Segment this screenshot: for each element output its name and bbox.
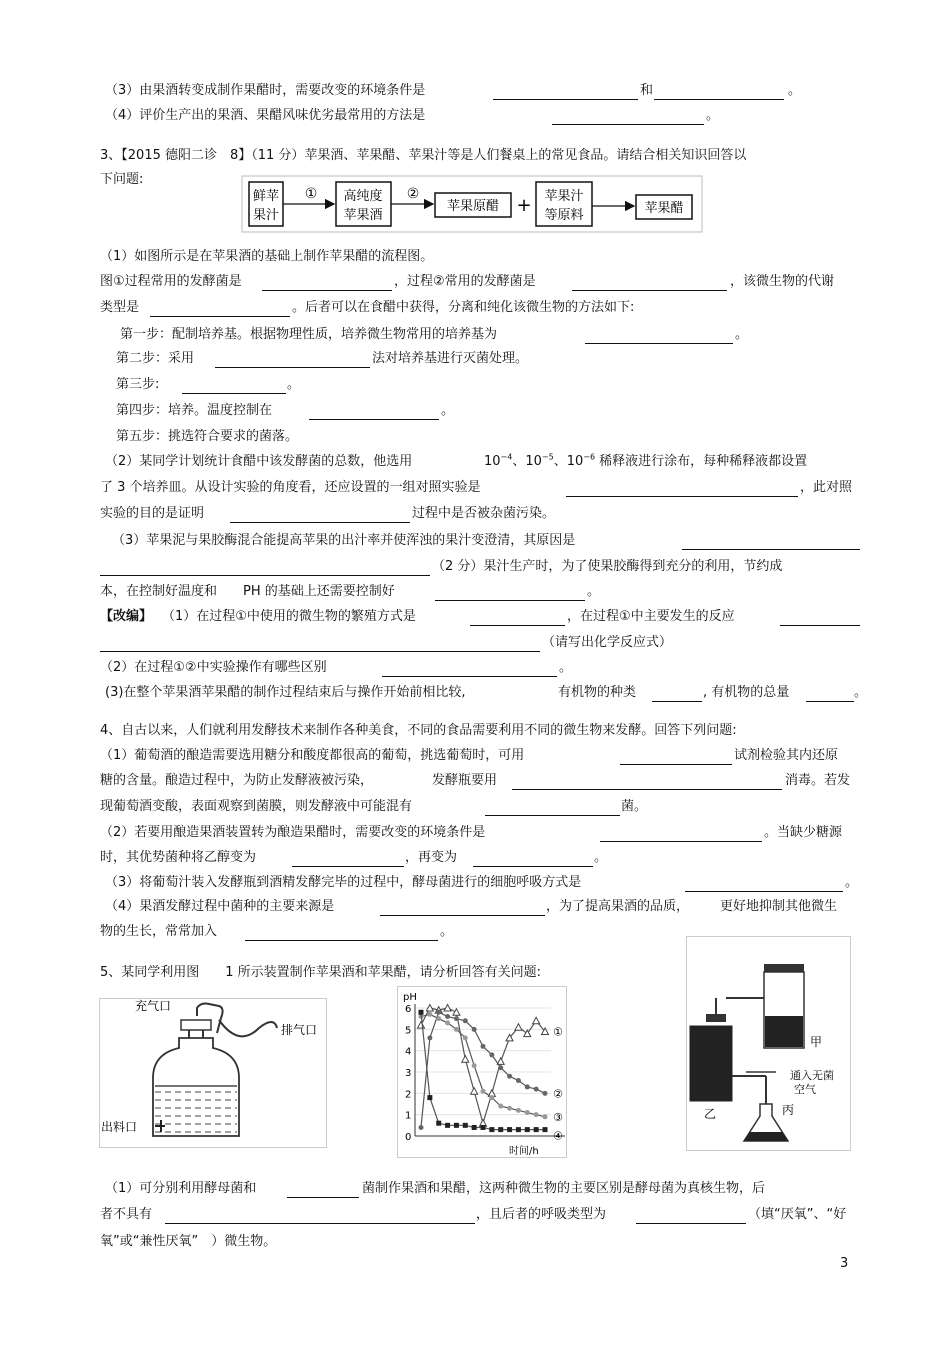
y-tick-label: 5 [405, 1025, 412, 1037]
data-point [463, 1035, 468, 1040]
answer-blank[interactable] [230, 522, 410, 523]
y-axis-label: pH [403, 992, 417, 1003]
q3-text: 过程中是否被杂菌污染。 [412, 506, 556, 521]
air-label: 通入无菌 [790, 1069, 834, 1082]
answer-blank[interactable] [292, 866, 404, 867]
flow-text: 苹果醋 [644, 201, 684, 216]
q3-text: ，过程②常用的发酵菌是 [394, 274, 536, 289]
q3-text: （2 分）果汁生产时，为了使果胶酶得到充分的利用，节约成 [432, 559, 783, 574]
q4-text: 菌。 [621, 799, 648, 814]
flow-plus: + [516, 195, 532, 216]
q4-text: 时，其优势菌种将乙醇变为 [100, 850, 257, 865]
period: 。 [287, 377, 301, 392]
answer-blank[interactable] [215, 367, 370, 368]
answer-blank[interactable] [435, 600, 585, 601]
data-point [489, 1095, 494, 1100]
x-axis-label: 时间/h [509, 1146, 539, 1157]
data-point [472, 1027, 477, 1032]
data-point [481, 1089, 486, 1094]
answer-blank[interactable] [100, 575, 430, 576]
q3-text: ，该微生物的代谢 [730, 274, 835, 289]
step-3: 第三步: [116, 377, 160, 392]
answer-blank[interactable] [512, 789, 782, 790]
q4-text: （1）葡萄酒的酿造需要选用糖分和酸度都很高的葡萄，挑选葡萄时，可用 [100, 748, 525, 763]
adapted-q2: （2）在过程①②中实验操作有哪些区别 [100, 660, 327, 675]
period: 。 [845, 875, 859, 890]
q5-text: 菌制作果酒和果醋，这两种微生物的主要区别是酵母菌为真核生物，后 [362, 1181, 766, 1196]
step-2-end: 法对培养基进行灭菌处理。 [372, 351, 529, 366]
q3-text: , 有机物的总量 [703, 685, 790, 700]
q-prev-3: （3）由果酒转变成制作果醋时，需要改变的环境条件是 [105, 83, 426, 98]
data-point [516, 1127, 521, 1132]
y-tick-label: 0 [405, 1132, 412, 1143]
data-point [543, 1114, 548, 1119]
answer-blank[interactable] [682, 549, 860, 550]
q5-heading: 5、某同学利用图 1 所示装置制作苹果酒和苹果醋，请分析回答有关问题: [100, 965, 542, 980]
series-label: ③ [553, 1110, 563, 1124]
ph-chart [397, 986, 567, 1158]
data-point [445, 1123, 450, 1128]
data-point [525, 1084, 530, 1089]
data-point [516, 1078, 521, 1083]
answer-blank[interactable] [470, 625, 565, 626]
q3-text: 类型是 [100, 300, 140, 315]
q4-text: 更好地抑制其他微生 [720, 899, 838, 914]
flow-text: 苹果原醋 [446, 199, 500, 214]
y-tick-label: 6 [405, 1004, 412, 1015]
q4-text: （4）果酒发酵过程中菌种的主要来源是 [105, 899, 335, 914]
answer-blank[interactable] [806, 701, 854, 702]
data-point [419, 1010, 424, 1015]
data-point [463, 1123, 468, 1128]
data-point [498, 1104, 503, 1109]
label-jia: 甲 [810, 1035, 823, 1049]
and-text: 和 [640, 83, 654, 98]
period: 。 [441, 403, 455, 418]
data-point [454, 1027, 459, 1032]
q4-text: ，再变为 [405, 850, 458, 865]
period: 。 [735, 327, 749, 342]
outlet-label: 排气口 [281, 1023, 318, 1037]
data-point [543, 1127, 548, 1132]
q4-text: 糖的含量。酿造过程中，为防止发酵液被污染， [100, 773, 374, 788]
data-point [427, 1095, 432, 1100]
q3-text: 图①过程常用的发酵菌是 [100, 274, 242, 289]
q3-part3: （3）苹果泥与果胶酶混合能提高苹果的出汁率并使浑浊的果汁变澄清，其原因是 [112, 533, 576, 548]
data-point [507, 1074, 512, 1079]
q4-text: ，为了提高果酒的品质， [546, 899, 690, 914]
answer-blank[interactable] [685, 891, 843, 892]
q5-text: 者不具有 [100, 1207, 153, 1222]
step-4: 第四步：培养。温度控制在 [116, 403, 273, 418]
data-point [534, 1112, 539, 1117]
answer-blank[interactable] [182, 393, 286, 394]
flow-diagram [241, 175, 703, 233]
q3-text: 。后者可以在食醋中获得，分离和纯化该微生物的方法如下: [292, 300, 635, 315]
q3-sub1: （1）如图所示是在苹果酒的基础上制作苹果醋的流程图。 [100, 249, 434, 264]
q4-text: 。当缺少糖源 [764, 825, 843, 840]
series-label: ① [553, 1025, 563, 1039]
data-point [534, 1127, 539, 1132]
label-bing: 丙 [782, 1103, 795, 1117]
answer-blank[interactable] [309, 419, 439, 420]
data-point [507, 1127, 512, 1132]
period: 。 [594, 850, 608, 865]
answer-blank[interactable] [620, 764, 732, 765]
q3-text: 了 3 个培养皿。从设计实验的角度看，还应设置的一组对照实验是 [100, 480, 481, 495]
period: 。 [854, 685, 868, 700]
adapted-label: 【改编】 [100, 609, 153, 624]
q5-text: 氧”或“兼性厌氧” ）微生物。 [100, 1234, 277, 1249]
data-point [427, 1012, 432, 1017]
q4-text: 现葡萄酒变酸，表面观察到菌膜，则发酵液中可能混有 [100, 799, 413, 814]
data-point [436, 1010, 441, 1015]
data-point [481, 1125, 486, 1130]
q4-text: （2）若要用酿造果酒装置转为酿造果醋时，需要改变的环境条件是 [100, 825, 486, 840]
q3-text: ，在过程①中主要发生的反应 [567, 609, 735, 624]
answer-blank[interactable] [572, 290, 727, 291]
air-label: 空气 [794, 1083, 816, 1096]
period: 。 [587, 584, 601, 599]
data-point [543, 1091, 548, 1096]
q5-text: （1）可分别利用酵母菌和 [105, 1181, 257, 1196]
answer-blank[interactable] [552, 124, 704, 125]
answer-blank[interactable] [600, 841, 762, 842]
period: 。 [440, 924, 454, 939]
flow-step-1: ① [304, 186, 318, 202]
series-label: ④ [553, 1129, 563, 1143]
answer-blank[interactable] [380, 915, 545, 916]
flow-text: 苹果汁 [544, 189, 584, 204]
data-point [454, 1123, 459, 1128]
answer-blank[interactable] [100, 651, 540, 652]
data-point [427, 1035, 432, 1040]
answer-blank[interactable] [566, 496, 798, 497]
q3-text: ，此对照 [800, 480, 853, 495]
q3-text: 有机物的种类 [558, 685, 637, 700]
data-point [481, 1044, 486, 1049]
answer-blank[interactable] [473, 866, 593, 867]
y-tick-label: 3 [405, 1068, 412, 1079]
flow-text: 果汁 [252, 208, 280, 223]
data-point [525, 1127, 530, 1132]
answer-blank[interactable] [150, 316, 290, 317]
data-point [436, 1121, 441, 1126]
data-point [489, 1052, 494, 1057]
data-point [436, 1016, 441, 1021]
adapted-q3: (3)在整个苹果酒苹果醋的制作过程结束后与操作开始前相比较, [105, 685, 466, 700]
answer-blank[interactable] [654, 99, 784, 100]
answer-blank[interactable] [636, 1223, 746, 1224]
q4-text: 物的生长，常常加入 [100, 924, 218, 939]
answer-blank[interactable] [652, 701, 702, 702]
dilution-text: $10^{-4}$、$10^{-5}$、$10^{-6}$ 稀释液进行涂布，每种稀释液都设置 [484, 452, 808, 469]
data-point [419, 1125, 424, 1130]
data-point [489, 1127, 494, 1132]
data-point [445, 1020, 450, 1025]
data-point [525, 1110, 530, 1115]
y-tick-label: 2 [405, 1089, 412, 1101]
adapted-q1: （1）在过程①中使用的微生物的繁殖方式是 [162, 609, 416, 624]
inlet-label: 充气口 [135, 999, 172, 1013]
q3-part2: （2）某同学计划统计食醋中该发酵菌的总数，他选用 [105, 454, 413, 469]
answer-blank[interactable] [262, 290, 392, 291]
data-point [498, 1127, 503, 1132]
q3-heading-2: 下问题: [100, 172, 144, 187]
step-5: 第五步：挑选符合要求的菌落。 [116, 429, 299, 444]
answer-blank[interactable] [287, 1197, 359, 1198]
answer-blank[interactable] [585, 343, 733, 344]
y-tick-label: 1 [405, 1110, 412, 1122]
q4-text: （3）将葡萄汁装入发酵瓶到酒精发酵完毕的过程中，酵母菌进行的细胞呼吸方式是 [105, 875, 582, 890]
period: 。 [706, 108, 720, 123]
flow-text: 高纯度 [343, 189, 383, 204]
data-point [445, 1014, 450, 1019]
answer-blank[interactable] [165, 1223, 475, 1224]
data-point [472, 1125, 477, 1130]
q4-text: 消毒。若发 [785, 773, 851, 788]
q-prev-4: （4）评价生产出的果酒、果醋风味优劣最常用的方法是 [105, 108, 426, 123]
answer-blank[interactable] [493, 99, 638, 100]
label-yi: 乙 [704, 1107, 717, 1121]
answer-blank[interactable] [485, 815, 620, 816]
apparatus-figure [686, 936, 851, 1151]
q5-text: ，且后者的呼吸类型为 [476, 1207, 607, 1222]
fermenter-figure [99, 998, 327, 1148]
q4-heading: 4、自古以来，人们就利用发酵技术来制作各种美食，不同的食品需要利用不同的微生物来发酵。回答下列问题: [100, 723, 737, 738]
step-1: 第一步：配制培养基。根据物理性质，培养微生物常用的培养基为 [120, 327, 498, 342]
data-point [454, 1016, 459, 1021]
q3-text: 实验的目的是证明 [100, 506, 205, 521]
y-tick-label: 4 [405, 1046, 412, 1058]
series-label: ② [553, 1087, 563, 1101]
answer-blank[interactable] [245, 940, 438, 941]
answer-blank[interactable] [780, 625, 860, 626]
flow-text: 等原料 [544, 208, 584, 223]
flow-text: 苹果酒 [343, 208, 383, 223]
period: 。 [559, 660, 573, 675]
flow-text: 鲜苹 [252, 189, 280, 204]
answer-blank[interactable] [382, 676, 557, 677]
data-point [534, 1087, 539, 1092]
q3-heading: 3、【2015 德阳二诊 8】（11 分）苹果酒、苹果醋、苹果汁等是人们餐桌上的常见食品。请结合相关知识回答以 [100, 148, 747, 163]
data-point [472, 1063, 477, 1068]
q4-text: 试剂检验其内还原 [734, 748, 839, 763]
q5-text: （填“厌氧”、“好 [748, 1207, 847, 1222]
q4-text: 发酵瓶要用 [432, 773, 498, 788]
discharge-label: 出料口 [101, 1120, 138, 1134]
data-point [498, 1065, 503, 1070]
data-point [507, 1106, 512, 1111]
page-number: 3 [840, 1256, 849, 1271]
period: 。 [788, 83, 802, 98]
q3-text: 本，在控制好温度和 PH 的基础上还需要控制好 [100, 584, 395, 599]
q3-text: （请写出化学反应式） [542, 635, 673, 650]
data-point [516, 1108, 521, 1113]
data-point [463, 1018, 468, 1023]
flow-step-2: ② [406, 186, 420, 202]
step-2: 第二步：采用 [116, 351, 195, 366]
